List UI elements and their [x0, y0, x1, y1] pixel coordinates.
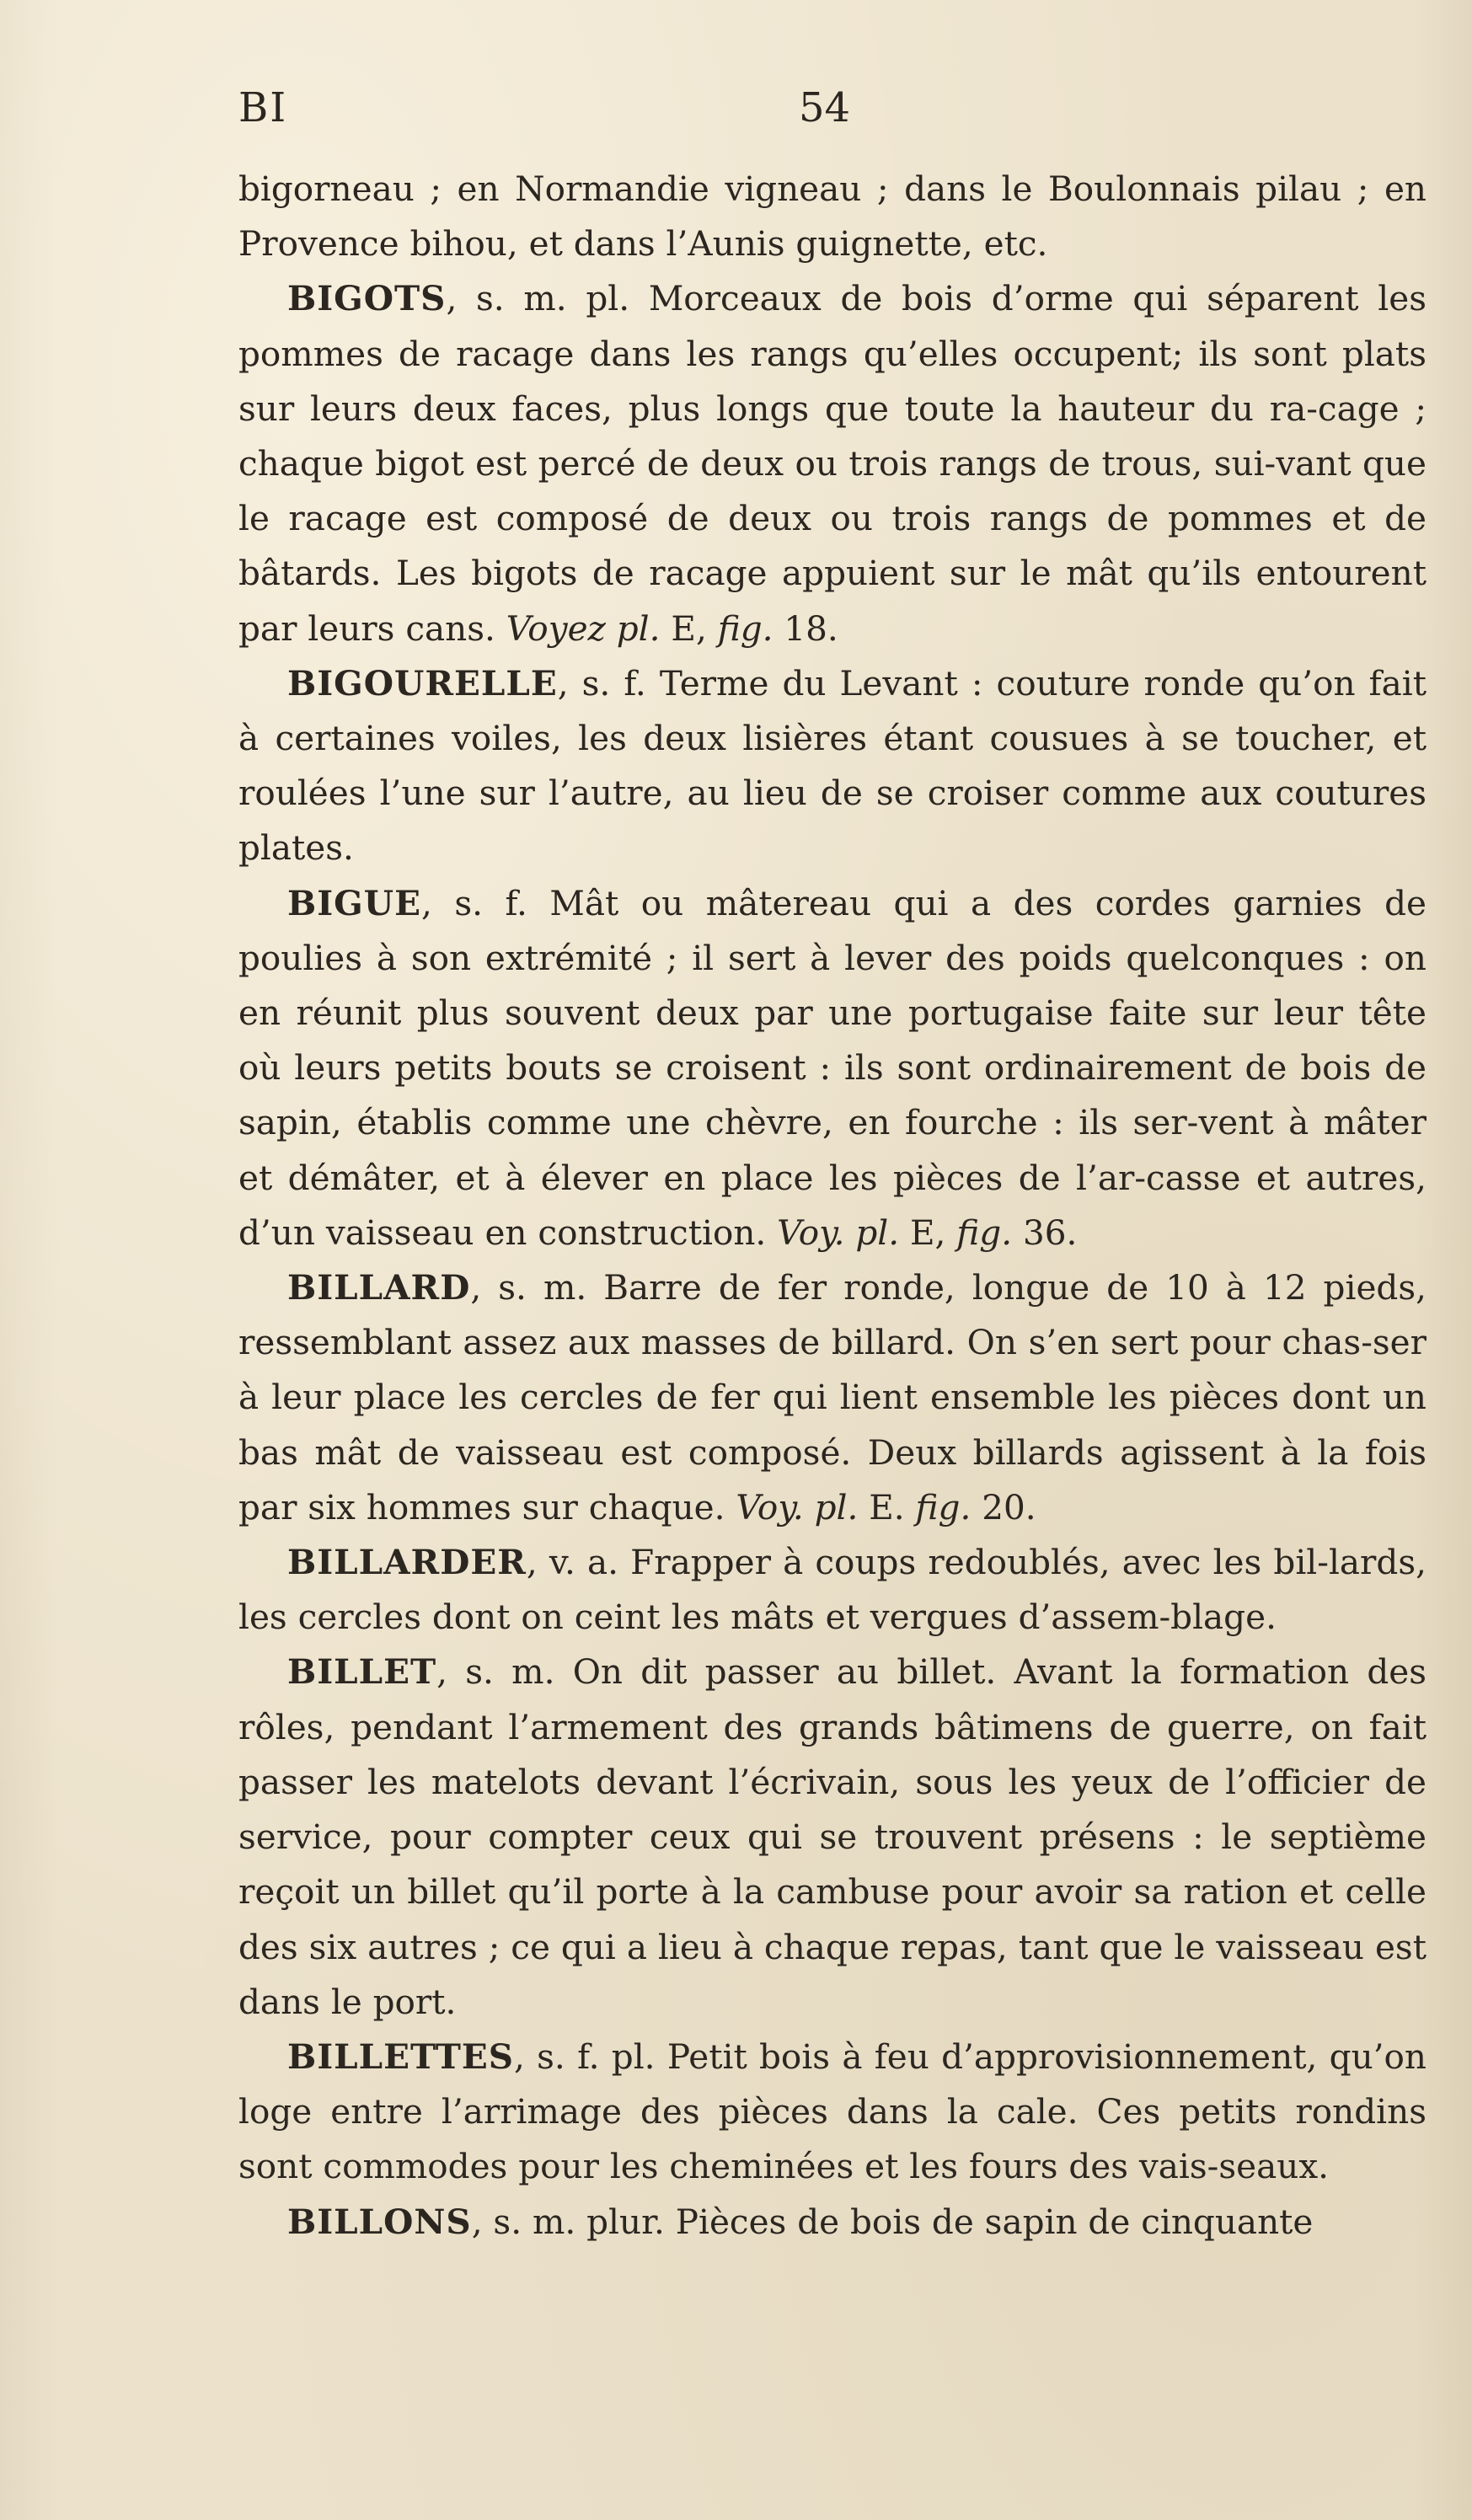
figure-number: 36.: [1012, 1212, 1078, 1253]
entry-billard: [238, 1260, 1427, 1535]
entry-text: , s. m. Barre de fer ronde, longue de 10 à 12 pieds, ressemblant assez aux masses de billard. On s’en sert pour chas-ser à leur place les cercles de fer qui lient ensemble les pièces dont un bas mât de vaisseau est composé. Deux billards agissent à la fois par six hommes sur chaque.: [238, 1267, 1427, 1528]
entry-bigourelle: [238, 656, 1427, 876]
entry-text: , s. m. pl. Morceaux de bois d’orme qui séparent les pommes de racage dans les rangs qu’elles occupent; ils sont plats sur leurs deux faces, plus longs que toute la hauteur du ra-cage ; chaque bigot est percé de deux ou trois rangs de trous, sui-vant que le racage est composé de deux ou trois rangs de pommes et de bâtards. Les bigots de racage appuient sur le mât qu’ils entourent par leurs cans.: [238, 278, 1427, 649]
entry-continuation: [238, 162, 1427, 271]
entry-headword: BIGOURELLE: [287, 662, 558, 704]
entry-text: , v. a. Frapper à coups redoublés, avec les bil-lards, les cercles dont on ceint les mâts et vergues d’assem-blage.: [238, 1542, 1427, 1638]
entry-text: bigorneau ; en Normandie vigneau ; dans le Boulonnais pilau ; en Provence bihou, et dans l’Aunis guignette, etc.: [238, 169, 1427, 265]
entry-headword: BILLARD: [287, 1267, 471, 1308]
running-head: [238, 84, 1427, 143]
entry-bigots: [238, 271, 1427, 655]
entry-headword: BILLETTES: [287, 2036, 514, 2077]
entry-billons: [238, 2195, 1427, 2250]
section-letters: BI: [238, 84, 288, 131]
entry-headword: BIGOTS: [287, 278, 447, 319]
entry-headword: BILLET: [287, 1651, 437, 1693]
figure-number: 18.: [773, 607, 838, 649]
figure-reference: fig.: [717, 607, 773, 649]
entry-text: , s. m. On dit passer au billet. Avant la formation des rôles, pendant l’armement des grands bâtimens de guerre, on fait passer les matelots devant l’écrivain, sous les yeux de l’officier de service, pour compter ceux qui se trouvent présens : le septième reçoit un billet qu’il porte à la cambuse pour avoir sa ration et celle des six autres ; ce qui a lieu à chaque repas, tant que le vaisseau est dans le port.: [238, 1651, 1427, 2022]
entry-billarder: [238, 1535, 1427, 1645]
dictionary-text: [238, 162, 1427, 2250]
plate-letter: E,: [899, 1212, 957, 1253]
entry-text: , s. m. plur. Pièces de bois de sapin de cinquante: [471, 2201, 1314, 2242]
plate-letter: E,: [660, 607, 718, 649]
entry-billettes: [238, 2030, 1427, 2195]
entry-headword: BILLARDER: [287, 1542, 527, 1583]
entry-headword: BIGUE: [287, 882, 421, 923]
plate-reference: Voyez pl.: [506, 607, 661, 649]
figure-reference: fig.: [915, 1486, 972, 1528]
entry-billet: [238, 1645, 1427, 2029]
plate-reference: Voy. pl.: [777, 1212, 900, 1253]
entry-headword: BILLONS: [287, 2201, 472, 2242]
entry-text: , s. f. Terme du Levant : couture ronde qu’on fait à certaines voiles, les deux lisières étant cousues à se toucher, et roulées l’une sur l’autre, au lieu de se croiser comme aux coutures plates.: [238, 662, 1427, 869]
entry-text: , s. f. Mât ou mâtereau qui a des cordes garnies de poulies à son extrémité ; il sert à lever des poids quelconques : on en réunit plus souvent deux par une portugaise faite sur leur tête où leurs petits bouts se croisent : ils sont ordinairement de bois de sapin, établis comme une chèvre, en fourche : ils ser-vent à mâter et démâter, et à élever en place les pièces de l’ar-casse et autres, d’un vaisseau en construction.: [238, 882, 1427, 1253]
entry-bigue: [238, 876, 1427, 1260]
plate-reference: Voy. pl.: [736, 1486, 859, 1528]
figure-reference: fig.: [956, 1212, 1013, 1253]
page-number: 54: [799, 84, 851, 131]
entry-text: , s. f. pl. Petit bois à feu d’approvisionnement, qu’on loge entre l’arrimage des pièces dans la cale. Ces petits rondins sont commodes pour les cheminées et les fours des vais-seaux.: [238, 2036, 1427, 2187]
plate-letter: E.: [858, 1486, 916, 1528]
figure-number: 20.: [971, 1486, 1036, 1528]
